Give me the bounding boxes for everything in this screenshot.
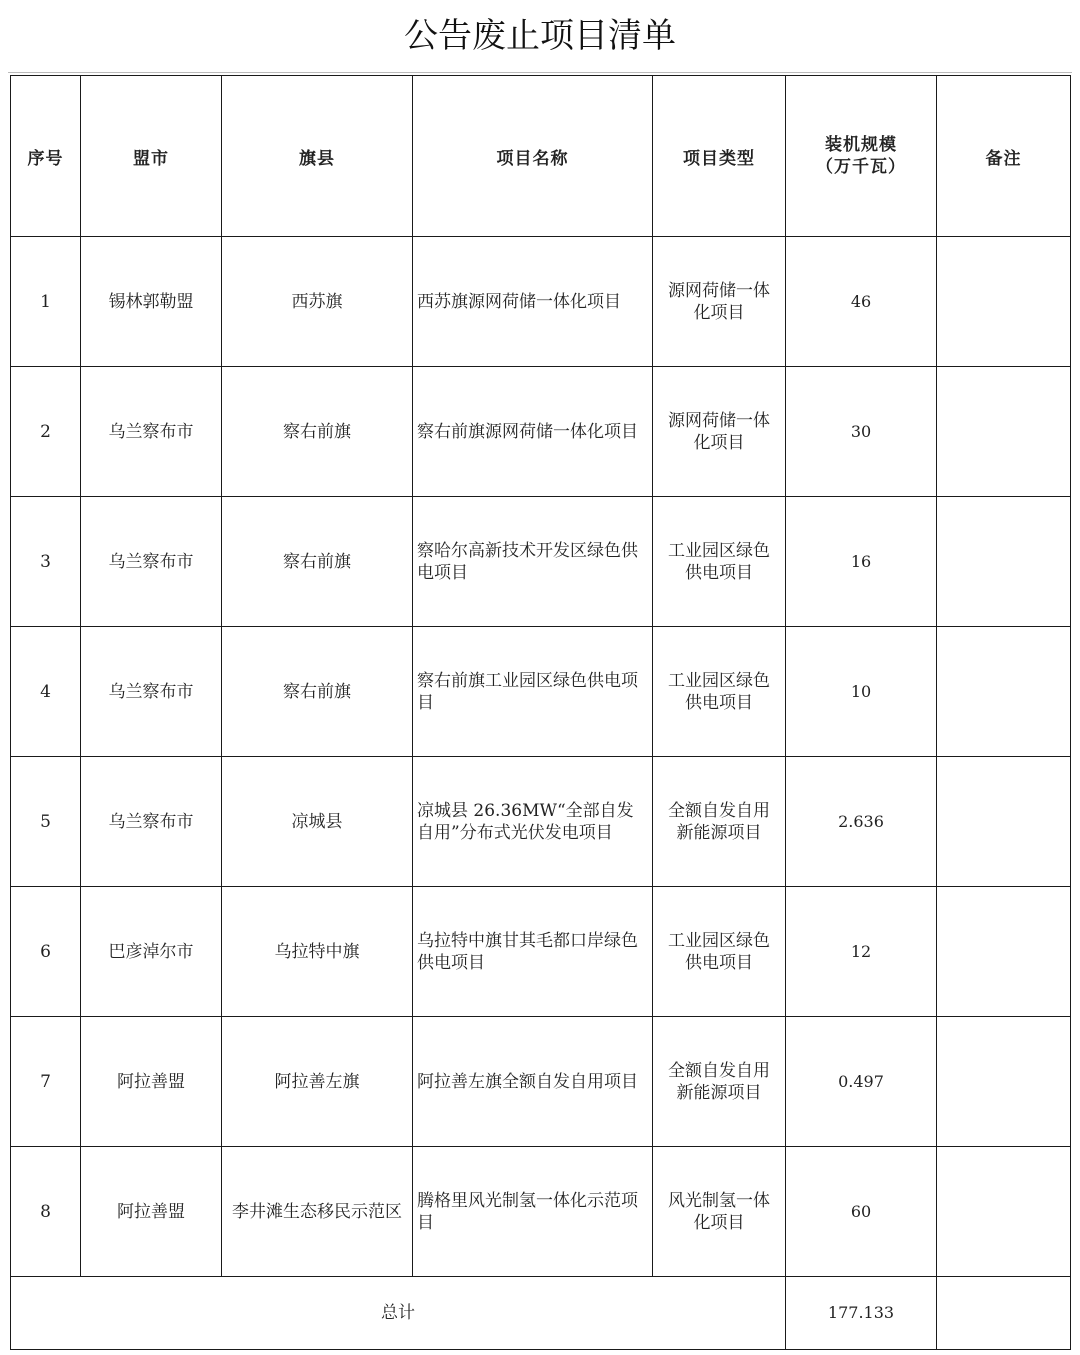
- cell-seq: 1: [11, 237, 81, 367]
- cell-project-type: 全额自发自用新能源项目: [653, 1017, 786, 1147]
- cell-project-name: 凉城县 26.36MW“全部自发自用”分布式光伏发电项目: [413, 757, 653, 887]
- table-row: [11, 887, 1071, 1017]
- cell-project-type: 工业园区绿色供电项目: [653, 887, 786, 1017]
- cell-league: 巴彦淖尔市: [81, 887, 222, 1017]
- cell-county: 察右前旗: [222, 627, 413, 757]
- cell-county: 西苏旗: [222, 237, 413, 367]
- table-row: [11, 757, 1071, 887]
- cell-project-name: 察哈尔高新技术开发区绿色供电项目: [413, 497, 653, 627]
- cell-seq: 2: [11, 367, 81, 497]
- cell-project-type: 源网荷储一体化项目: [653, 367, 786, 497]
- cell-league: 锡林郭勒盟: [81, 237, 222, 367]
- cell-project-name: 察右前旗工业园区绿色供电项目: [413, 627, 653, 757]
- cell-remark: [937, 1147, 1071, 1277]
- total-label: 总计: [11, 1277, 786, 1350]
- cell-capacity: 16: [786, 497, 937, 627]
- header-remark: 备注: [937, 76, 1071, 237]
- cell-capacity: 46: [786, 237, 937, 367]
- header-project-type: 项目类型: [653, 76, 786, 237]
- cell-capacity: 10: [786, 627, 937, 757]
- cell-league: 乌兰察布市: [81, 757, 222, 887]
- cell-seq: 8: [11, 1147, 81, 1277]
- table-row: [11, 497, 1071, 627]
- cell-remark: [937, 887, 1071, 1017]
- cell-capacity: 60: [786, 1147, 937, 1277]
- cell-county: 凉城县: [222, 757, 413, 887]
- cell-project-name: 乌拉特中旗甘其毛都口岸绿色供电项目: [413, 887, 653, 1017]
- table-row: [11, 627, 1071, 757]
- table-row: [11, 367, 1071, 497]
- cell-county: 察右前旗: [222, 367, 413, 497]
- header-league: 盟市: [81, 76, 222, 237]
- header-row: [11, 76, 1071, 237]
- header-capacity-label: 装机规模: [825, 135, 897, 155]
- header-county: 旗县: [222, 76, 413, 237]
- cell-remark: [937, 627, 1071, 757]
- cell-league: 阿拉善盟: [81, 1147, 222, 1277]
- cell-league: 乌兰察布市: [81, 367, 222, 497]
- header-capacity: [786, 76, 937, 237]
- cell-league: 乌兰察布市: [81, 627, 222, 757]
- cell-project-type: 工业园区绿色供电项目: [653, 497, 786, 627]
- cell-county: 阿拉善左旗: [222, 1017, 413, 1147]
- cell-project-name: 腾格里风光制氢一体化示范项目: [413, 1147, 653, 1277]
- cell-league: 阿拉善盟: [81, 1017, 222, 1147]
- cell-remark: [937, 367, 1071, 497]
- cell-project-type: 源网荷储一体化项目: [653, 237, 786, 367]
- cell-seq: 3: [11, 497, 81, 627]
- cell-seq: 4: [11, 627, 81, 757]
- cell-capacity: 0.497: [786, 1017, 937, 1147]
- cell-capacity: 30: [786, 367, 937, 497]
- table-row: [11, 237, 1071, 367]
- cell-project-name: 阿拉善左旗全额自发自用项目: [413, 1017, 653, 1147]
- total-row: [11, 1277, 1071, 1350]
- cell-project-type: 工业园区绿色供电项目: [653, 627, 786, 757]
- cell-project-type: 风光制氢一体化项目: [653, 1147, 786, 1277]
- cell-project-name: 察右前旗源网荷储一体化项目: [413, 367, 653, 497]
- cell-league: 乌兰察布市: [81, 497, 222, 627]
- project-table: [10, 75, 1071, 1350]
- title-divider: [8, 72, 1072, 73]
- table-row: [11, 1147, 1071, 1277]
- cell-county: 乌拉特中旗: [222, 887, 413, 1017]
- total-remark: [937, 1277, 1071, 1350]
- cell-capacity: 12: [786, 887, 937, 1017]
- cell-seq: 5: [11, 757, 81, 887]
- cell-county: 李井滩生态移民示范区: [222, 1147, 413, 1277]
- cell-remark: [937, 1017, 1071, 1147]
- cell-capacity: 2.636: [786, 757, 937, 887]
- cell-remark: [937, 757, 1071, 887]
- cell-seq: 6: [11, 887, 81, 1017]
- header-capacity-unit: （万千瓦）: [816, 157, 906, 177]
- cell-project-type: 全额自发自用新能源项目: [653, 757, 786, 887]
- cell-project-name: 西苏旗源网荷储一体化项目: [413, 237, 653, 367]
- header-seq: 序号: [11, 76, 81, 237]
- cell-seq: 7: [11, 1017, 81, 1147]
- cell-county: 察右前旗: [222, 497, 413, 627]
- cell-remark: [937, 237, 1071, 367]
- total-capacity: 177.133: [786, 1277, 937, 1350]
- cell-remark: [937, 497, 1071, 627]
- table-row: [11, 1017, 1071, 1147]
- header-project-name: 项目名称: [413, 76, 653, 237]
- page-title: 公告废止项目清单: [404, 16, 676, 56]
